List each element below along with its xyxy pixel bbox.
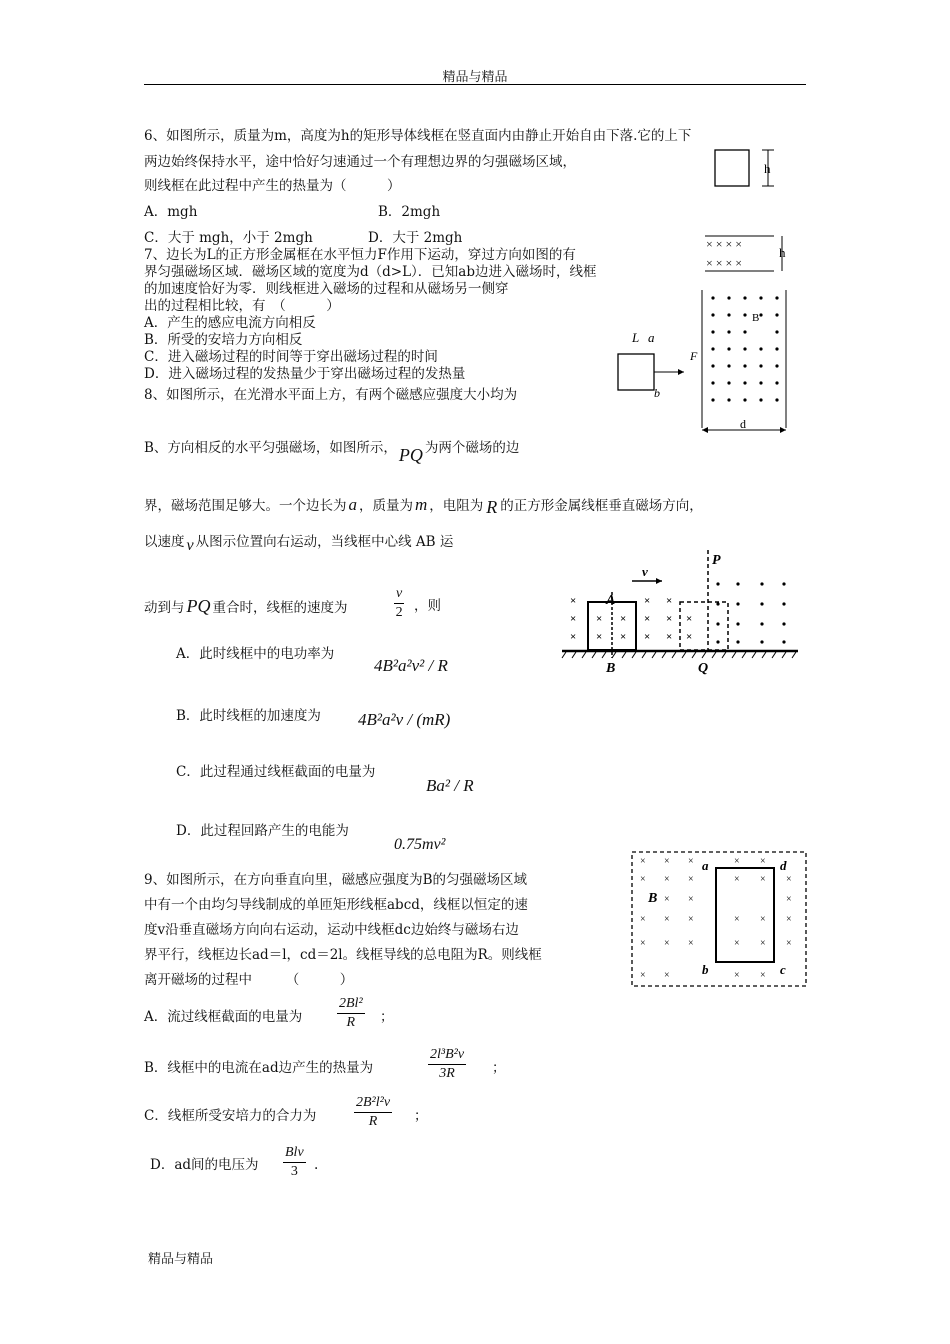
- svg-text:×: ×: [664, 894, 670, 905]
- q9-fig-d: d: [780, 858, 787, 873]
- q9-line1: 9、如图所示，在方向垂直向里，磁感应强度为B的匀强磁场区域: [144, 872, 528, 888]
- q9-option-c-fraction: $\frac{\text{2B²l²v}}{R}$: [356, 1095, 391, 1129]
- q8-option-b-expr: 4B²a²v / (mR): [358, 710, 451, 729]
- q8-line3: 界，磁场范围足够大。一个边长为 a ，质量为 m ，电阻为 R 的正方形金属线框垂直磁场方向，: [144, 495, 703, 517]
- q8-option-d: D．此过程回路产生的电能为: [176, 823, 349, 839]
- svg-text:×: ×: [688, 894, 694, 905]
- header-rule: [144, 84, 806, 85]
- svg-text:×: ×: [734, 914, 740, 925]
- q9-fig-B: B: [648, 891, 658, 906]
- q9-figure: [630, 850, 808, 990]
- svg-text:×: ×: [640, 874, 646, 885]
- svg-text:× × × ×: × × × ×: [706, 256, 743, 270]
- q6-option-d: D．大于 2mgh: [368, 230, 463, 246]
- q8-option-c-expr: Ba² / R: [426, 776, 474, 795]
- q7-option-d: D．进入磁场过程的发热量少于穿出磁场过程的发热量: [144, 366, 466, 382]
- svg-text:×: ×: [786, 894, 792, 905]
- q6-line1: 6、如图所示，质量为m，高度为h的矩形导体线框在竖直面内由静止开始自由下落.它的上下: [144, 128, 692, 144]
- q8-fig-B: B: [606, 661, 616, 676]
- q8-fig-v: v: [642, 564, 648, 579]
- svg-text:×: ×: [664, 874, 670, 885]
- q9-line3: 度v沿垂直磁场方向向右运动，运动中线框dc边始终与磁场右边: [144, 922, 519, 938]
- q7-line2: 界匀强磁场区域．磁场区域的宽度为d（d>L）．已知ab边进入磁场时，线框: [144, 264, 597, 280]
- svg-text:×: ×: [640, 856, 646, 867]
- q8-figure: [562, 548, 802, 678]
- svg-text:×: ×: [734, 856, 740, 867]
- svg-text:× × × ×: × × × ×: [706, 237, 743, 251]
- q9-option-b: B．线框中的电流在ad边产生的热量为: [144, 1060, 374, 1076]
- q9-option-d: D．ad间的电压为: [150, 1157, 259, 1173]
- svg-text:×: ×: [666, 595, 673, 607]
- svg-text:×: ×: [686, 631, 693, 643]
- svg-text:×: ×: [620, 631, 627, 643]
- svg-text:×: ×: [686, 613, 693, 625]
- q7-line4: 出的过程相比较，有 （ ）: [144, 298, 340, 314]
- q8-line4: 以速度 v 从图示位置向右运动，当线框中心线 AB 运: [144, 534, 454, 554]
- q8-line5-end: ，则: [414, 598, 441, 614]
- q7-fig-B: B: [752, 312, 760, 324]
- q9-option-d-fraction: Blv 3: [285, 1145, 304, 1179]
- svg-text:×: ×: [570, 613, 577, 625]
- q7-figure: [610, 284, 800, 436]
- q9-option-a: A．流过线框截面的电量为: [144, 1009, 303, 1025]
- q8-option-a: A．此时线框中的电功率为: [176, 646, 335, 662]
- svg-text:×: ×: [640, 914, 646, 925]
- q6-line2: 两边始终保持水平，途中恰好匀速通过一个有理想边界的匀强磁场区域，: [144, 154, 576, 170]
- svg-text:×: ×: [786, 874, 792, 885]
- page-header: 精品与精品: [442, 70, 508, 85]
- svg-text:×: ×: [760, 874, 766, 885]
- q6-option-c: C．大于 mgh，小于 2mgh: [144, 230, 313, 246]
- q6-fig-h-bottom: h: [779, 245, 786, 260]
- svg-text:×: ×: [688, 856, 694, 867]
- q7-line1: 7、边长为L的正方形金属框在水平恒力F作用下运动，穿过方向如图的有: [144, 247, 576, 263]
- svg-text:×: ×: [644, 631, 651, 643]
- q9-line2: 中有一个由均匀导线制成的单匝矩形线框abcd，线框以恒定的速: [144, 897, 528, 913]
- svg-text:×: ×: [570, 631, 577, 643]
- q8-speed-fraction: $\frac{v}{2}$: [395, 586, 403, 620]
- svg-text:×: ×: [786, 938, 792, 949]
- svg-text:×: ×: [570, 595, 577, 607]
- q8-line2: B、方向相反的水平匀强磁场，如图所示， PQ 为两个磁场的边: [144, 440, 520, 465]
- q8-fig-A: A: [606, 593, 616, 608]
- q9-option-b-end: ；: [492, 1060, 506, 1076]
- svg-text:×: ×: [596, 613, 603, 625]
- page-footer: 精品与精品: [148, 1252, 214, 1267]
- q8-option-a-expr: 4B²a²v² / R: [374, 656, 448, 675]
- q8-option-b: B．此时线框的加速度为: [176, 708, 321, 724]
- svg-text:×: ×: [664, 914, 670, 925]
- q8-fig-Q: Q: [698, 661, 709, 676]
- q7-fig-L: L: [632, 330, 640, 345]
- svg-text:×: ×: [688, 938, 694, 949]
- q9-option-b-fraction: $\frac{\text{2l³B²v}}{3R}$: [430, 1047, 465, 1081]
- svg-text:×: ×: [786, 914, 792, 925]
- svg-text:×: ×: [760, 914, 766, 925]
- q7-option-c: C．进入磁场过程的时间等于穿出磁场过程的时间: [144, 349, 438, 365]
- svg-text:×: ×: [644, 595, 651, 607]
- svg-text:×: ×: [734, 970, 740, 981]
- q8-line5: 动到与 PQ 重合时，线框的速度为: [144, 596, 348, 616]
- q9-option-d-end: .: [314, 1157, 319, 1173]
- q9-line5: 离开磁场的过程中 （ ）: [144, 972, 354, 988]
- svg-text:×: ×: [760, 938, 766, 949]
- svg-text:×: ×: [664, 938, 670, 949]
- q7-fig-d: d: [740, 417, 746, 431]
- q9-option-c: C．线框所受安培力的合力为: [144, 1108, 317, 1124]
- svg-text:×: ×: [664, 856, 670, 867]
- svg-text:×: ×: [666, 631, 673, 643]
- q7-fig-F: F: [690, 349, 698, 363]
- q9-fig-a: a: [702, 858, 709, 873]
- q9-option-a-end: ；: [380, 1009, 394, 1025]
- q7-fig-b: b: [654, 386, 660, 400]
- q9-fig-b: b: [702, 962, 709, 977]
- svg-text:×: ×: [640, 938, 646, 949]
- svg-text:×: ×: [640, 970, 646, 981]
- svg-text:×: ×: [760, 970, 766, 981]
- svg-text:×: ×: [620, 613, 627, 625]
- q6-line3: 则线框在此过程中产生的热量为（ ）: [144, 178, 401, 194]
- svg-text:×: ×: [734, 874, 740, 885]
- q7-option-a: A．产生的感应电流方向相反: [144, 315, 316, 331]
- q6-option-a: A．mgh: [144, 204, 198, 220]
- svg-text:×: ×: [688, 914, 694, 925]
- q7-line3: 的加速度恰好为零．则线框进入磁场的过程和从磁场另一侧穿: [144, 281, 509, 297]
- q9-option-a-fraction: $\frac{\text{2Bl²}}{R}$: [339, 996, 363, 1030]
- svg-text:×: ×: [760, 856, 766, 867]
- q9-option-c-end: ；: [414, 1108, 428, 1124]
- svg-text:×: ×: [664, 970, 670, 981]
- q7-fig-a: a: [648, 330, 655, 345]
- svg-text:×: ×: [644, 613, 651, 625]
- q9-fig-c: c: [780, 962, 786, 977]
- svg-text:×: ×: [734, 938, 740, 949]
- svg-text:×: ×: [596, 631, 603, 643]
- q8-option-c: C．此过程通过线框截面的电量为: [176, 764, 376, 780]
- q7-option-b: B．所受的安培力方向相反: [144, 332, 303, 348]
- q8-PQ-symbol: PQ: [398, 445, 423, 465]
- q6-fig-h-top: h: [764, 161, 771, 176]
- svg-text:×: ×: [688, 874, 694, 885]
- q8-line1: 8、如图所示，在光滑水平面上方，有两个磁感应强度大小均为: [144, 387, 518, 403]
- q9-line4: 界平行，线框边长ad＝l，cd＝2l。线框导线的总电阻为R。则线框: [144, 947, 542, 963]
- q8-option-d-expr: 0.75mv²: [394, 836, 446, 853]
- svg-text:×: ×: [666, 613, 673, 625]
- q6-option-b: B．2mgh: [378, 204, 441, 220]
- q6-figure: [700, 144, 790, 276]
- q8-fig-P: P: [712, 553, 721, 568]
